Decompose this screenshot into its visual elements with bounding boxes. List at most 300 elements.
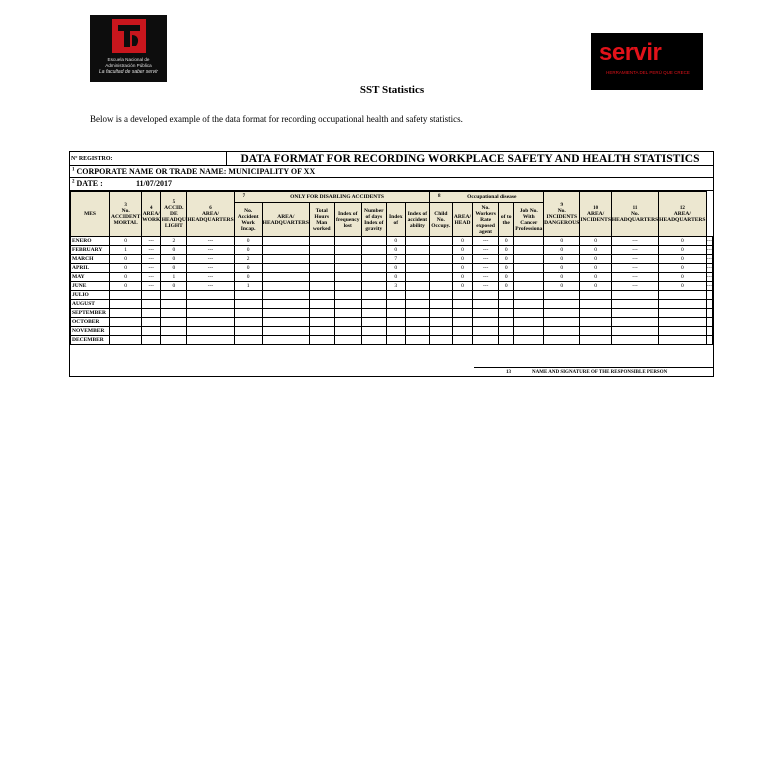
data-cell: ---	[706, 283, 712, 289]
data-cell	[429, 246, 452, 255]
data-cell: 0	[386, 264, 405, 273]
data-cell	[473, 318, 499, 327]
data-cell	[142, 327, 161, 336]
column-label: No. Accident Work Incap.	[237, 207, 259, 232]
data-cell: 0	[386, 246, 405, 255]
data-cell: ---	[473, 237, 499, 246]
data-cell	[187, 309, 234, 318]
column-number: 6	[209, 205, 212, 211]
data-cell: 2	[161, 237, 187, 246]
group-header-occupational	[429, 192, 543, 203]
data-cell	[611, 327, 658, 336]
data-cell	[161, 327, 187, 336]
servir-logo-brand: servir	[599, 39, 662, 66]
data-cell	[611, 336, 658, 345]
data-cell	[309, 309, 334, 318]
data-cell	[473, 291, 499, 300]
data-cell	[309, 327, 334, 336]
data-cell	[361, 246, 386, 255]
data-cell: 2	[234, 255, 262, 264]
data-cell	[334, 309, 361, 318]
data-cell	[334, 291, 361, 300]
month-cell: DECEMBER	[71, 336, 110, 345]
data-cell	[514, 273, 544, 282]
data-cell	[429, 255, 452, 264]
data-cell	[309, 264, 334, 273]
column-header	[142, 192, 161, 237]
data-cell	[498, 318, 513, 327]
table-row	[71, 255, 713, 264]
data-cell: 0	[110, 255, 142, 264]
data-cell	[473, 336, 499, 345]
data-cell: 0	[498, 264, 513, 273]
data-cell	[361, 300, 386, 309]
data-cell	[544, 327, 580, 336]
data-cell: ---	[611, 282, 658, 291]
data-cell	[361, 237, 386, 246]
enap-logo-line2: Administración Pública	[105, 63, 152, 68]
data-cell: 0	[659, 273, 706, 282]
subcolumn-header	[452, 203, 472, 237]
data-cell	[452, 318, 472, 327]
corporate-name-label: $^1$ CORPORATE NAME OR TRADE NAME: MUNICIPALITY OF XX	[72, 167, 316, 176]
data-cell	[498, 300, 513, 309]
data-cell: 0	[452, 273, 472, 282]
data-cell	[361, 273, 386, 282]
data-cell: 0	[498, 273, 513, 282]
month-cell: ENERO	[71, 237, 110, 246]
data-cell: ---	[142, 264, 161, 273]
enap-logo-tagline: La facultad de saber servir	[99, 69, 158, 75]
data-cell: 0	[110, 282, 142, 291]
column-label: No. Workers Rate exposed agent	[475, 204, 496, 235]
data-cell	[611, 291, 658, 300]
data-cell	[429, 309, 452, 318]
data-cell	[706, 327, 713, 336]
data-cell	[514, 264, 544, 273]
data-cell	[514, 300, 544, 309]
month-cell: FEBRUARY	[71, 246, 110, 255]
data-cell	[334, 336, 361, 345]
month-cell: AUGUST	[71, 300, 110, 309]
data-cell	[334, 255, 361, 264]
data-cell	[473, 309, 499, 318]
data-cell: 0	[452, 237, 472, 246]
column-label: AREA/ WORK	[142, 210, 161, 223]
data-cell	[161, 291, 187, 300]
column-label: of to the	[500, 213, 512, 226]
data-cell: 0	[161, 255, 187, 264]
column-header	[611, 192, 658, 237]
month-cell: APRIL	[71, 264, 110, 273]
data-cell	[262, 255, 309, 264]
data-cell: 0	[498, 282, 513, 291]
data-cell	[361, 336, 386, 345]
data-cell	[405, 264, 429, 273]
column-header	[161, 192, 187, 237]
data-cell	[386, 318, 405, 327]
data-cell	[514, 327, 544, 336]
column-number: 10	[593, 205, 599, 211]
data-cell: ---	[611, 273, 658, 282]
page-title: SST Statistics	[359, 84, 425, 96]
date-value: 11/07/2017	[136, 179, 173, 188]
data-cell	[429, 300, 452, 309]
data-cell: ---	[187, 264, 234, 273]
data-cell	[405, 327, 429, 336]
data-cell	[429, 237, 452, 246]
data-cell	[611, 318, 658, 327]
data-cell	[405, 255, 429, 264]
data-cell	[514, 336, 544, 345]
data-cell	[110, 336, 142, 345]
data-cell: ---	[142, 246, 161, 255]
table-row	[71, 282, 713, 291]
data-cell	[580, 309, 612, 318]
data-cell	[452, 327, 472, 336]
data-cell	[706, 291, 713, 300]
data-cell	[580, 336, 612, 345]
data-cell	[361, 291, 386, 300]
column-number: 3	[124, 202, 127, 208]
table-row	[71, 300, 713, 309]
subcolumn-header	[514, 203, 544, 237]
table-header-groups	[71, 192, 713, 203]
data-cell: ---	[473, 255, 499, 264]
data-cell	[473, 327, 499, 336]
data-cell	[262, 246, 309, 255]
data-cell: ---	[187, 273, 234, 282]
form-main-title: DATA FORMAT FOR RECORDING WORKPLACE SAFETY AND HEALTH STATISTICS	[240, 153, 700, 165]
data-cell: 0	[110, 237, 142, 246]
data-cell	[361, 282, 386, 291]
data-cell	[429, 336, 452, 345]
data-cell: 0	[580, 282, 612, 291]
column-number: 11	[632, 205, 638, 211]
data-cell: 0	[161, 246, 187, 255]
data-cell	[262, 327, 309, 336]
data-cell	[452, 336, 472, 345]
data-cell	[498, 309, 513, 318]
data-cell	[334, 273, 361, 282]
data-cell: 0	[659, 264, 706, 273]
data-cell	[452, 291, 472, 300]
column-label: AREA/ HEADQUARTERS	[659, 210, 706, 223]
subcolumn-header	[234, 203, 262, 237]
form-header-row	[70, 152, 713, 166]
data-cell	[405, 300, 429, 309]
column-number: 4	[150, 205, 153, 211]
date-label: $^2$ DATE :	[72, 179, 103, 188]
data-cell: 0	[498, 255, 513, 264]
column-label: Index of accident ability	[407, 210, 428, 229]
data-cell: ---	[142, 255, 161, 264]
data-cell: 0	[234, 264, 262, 273]
subcolumn-header	[309, 203, 334, 237]
month-cell: SEPTEMBER	[71, 309, 110, 318]
data-cell	[659, 300, 706, 309]
data-cell: ---	[142, 273, 161, 282]
data-cell: ---	[611, 255, 658, 264]
data-cell	[611, 300, 658, 309]
data-cell	[429, 264, 452, 273]
data-cell: 0	[110, 264, 142, 273]
data-cell	[452, 309, 472, 318]
data-cell	[405, 336, 429, 345]
table-row	[71, 327, 713, 336]
data-cell	[544, 300, 580, 309]
column-label: AREA/ HEADQUARTERS	[187, 210, 234, 223]
data-cell: ---	[611, 264, 658, 273]
data-cell	[514, 318, 544, 327]
data-cell: 0	[659, 237, 706, 246]
enap-logo-line1: Escuela Nacional de	[107, 57, 150, 62]
data-cell	[161, 309, 187, 318]
data-cell	[110, 291, 142, 300]
data-cell	[234, 327, 262, 336]
data-cell: 0	[580, 264, 612, 273]
data-cell	[234, 318, 262, 327]
data-cell: 0	[110, 273, 142, 282]
data-cell	[580, 327, 612, 336]
data-cell	[386, 309, 405, 318]
data-cell	[142, 318, 161, 327]
data-cell	[498, 336, 513, 345]
column-number: 5	[172, 199, 176, 205]
month-cell: MAY	[71, 273, 110, 282]
table-row	[71, 309, 713, 318]
data-cell: 1	[110, 246, 142, 255]
data-cell	[544, 309, 580, 318]
subcolumn-header	[386, 203, 405, 237]
column-header	[110, 192, 142, 237]
data-cell	[110, 318, 142, 327]
data-cell	[659, 291, 706, 300]
column-number: 12	[679, 205, 685, 211]
data-cell	[429, 318, 452, 327]
data-cell: 0	[544, 282, 580, 291]
column-label: Index of frequency lost	[336, 210, 360, 229]
data-cell	[659, 318, 706, 327]
data-cell: ---	[187, 282, 234, 291]
data-cell	[309, 318, 334, 327]
data-cell	[706, 309, 713, 318]
data-cell	[309, 282, 334, 291]
table-row	[71, 264, 713, 273]
data-cell	[405, 237, 429, 246]
data-cell	[234, 336, 262, 345]
data-cell	[187, 336, 234, 345]
data-cell: 0	[161, 282, 187, 291]
column-header	[580, 192, 612, 237]
data-cell: 0	[498, 237, 513, 246]
column-label: Child No. Occupy.	[431, 210, 451, 229]
column-label: ACCID. DE HEADQU LIGHT	[161, 204, 186, 229]
data-cell: 7	[386, 255, 405, 264]
data-cell	[611, 309, 658, 318]
data-cell: 0	[580, 255, 612, 264]
data-cell	[452, 300, 472, 309]
data-cell: 3	[386, 282, 405, 291]
data-cell	[544, 336, 580, 345]
column-label: Total Hours Man worked	[312, 207, 331, 232]
data-cell: 0	[544, 237, 580, 246]
data-cell: ---	[473, 264, 499, 273]
data-cell: 0	[544, 255, 580, 264]
data-cell	[309, 300, 334, 309]
subcolumn-header	[262, 203, 309, 237]
sst-data-form	[69, 151, 714, 377]
table-row	[71, 246, 713, 255]
data-cell	[234, 309, 262, 318]
data-cell	[142, 300, 161, 309]
data-cell	[386, 327, 405, 336]
subcolumn-header	[498, 203, 513, 237]
data-cell	[187, 300, 234, 309]
data-cell	[405, 318, 429, 327]
data-cell	[110, 309, 142, 318]
data-cell	[580, 318, 612, 327]
data-cell	[361, 264, 386, 273]
data-cell	[161, 300, 187, 309]
data-cell: ---	[473, 246, 499, 255]
group-number: 8	[437, 194, 441, 199]
data-cell	[361, 255, 386, 264]
column-header	[544, 192, 580, 237]
data-cell: 0	[544, 264, 580, 273]
column-label: No. INCIDENTS DANGEROUS	[544, 207, 580, 226]
group-label: Occupational disease	[467, 194, 517, 200]
data-cell	[142, 336, 161, 345]
data-cell: 0	[452, 282, 472, 291]
data-cell: ---	[706, 238, 712, 244]
data-cell	[514, 282, 544, 291]
data-cell	[429, 273, 452, 282]
column-header	[659, 192, 706, 237]
data-cell	[142, 309, 161, 318]
column-header	[187, 192, 234, 237]
data-cell: 1	[161, 273, 187, 282]
data-cell	[262, 264, 309, 273]
data-cell: ---	[611, 237, 658, 246]
data-cell	[187, 327, 234, 336]
data-cell	[334, 300, 361, 309]
data-cell	[580, 291, 612, 300]
data-cell	[262, 282, 309, 291]
month-cell: JUNE	[71, 282, 110, 291]
data-cell	[334, 246, 361, 255]
registro-label: Nº REGISTRO:	[70, 152, 227, 166]
month-cell: MARCH	[71, 255, 110, 264]
data-cell	[110, 327, 142, 336]
signature-number: 13	[506, 370, 511, 375]
corporate-name-row	[70, 166, 713, 178]
subcolumn-header	[429, 203, 452, 237]
servir-logo-tagline: HERRAMIENTA DEL PERÚ QUE CRECE	[606, 70, 690, 75]
data-cell: ---	[706, 256, 712, 262]
column-label: AREA/ HEAD	[453, 213, 472, 226]
data-cell	[514, 237, 544, 246]
data-cell	[544, 318, 580, 327]
month-cell: OCTOBER	[71, 318, 110, 327]
data-cell	[309, 336, 334, 345]
table-row	[71, 318, 713, 327]
data-cell	[514, 309, 544, 318]
data-cell	[161, 318, 187, 327]
date-row	[70, 178, 713, 191]
data-cell: 0	[234, 273, 262, 282]
data-cell	[309, 291, 334, 300]
data-cell: 0	[544, 246, 580, 255]
data-cell: 0	[452, 255, 472, 264]
column-label: AREA/ INCIDENTS	[580, 210, 611, 223]
data-cell	[309, 237, 334, 246]
data-cell	[386, 336, 405, 345]
data-cell: ---	[473, 282, 499, 291]
data-cell	[386, 300, 405, 309]
data-cell	[429, 291, 452, 300]
data-cell	[262, 237, 309, 246]
data-cell	[334, 318, 361, 327]
signature-label: NAME AND SIGNATURE OF THE RESPONSIBLE PERSON	[532, 370, 668, 375]
data-cell	[405, 246, 429, 255]
signature-line	[474, 367, 714, 375]
table-row	[71, 336, 713, 345]
group-header-disabling	[234, 192, 429, 203]
data-cell	[544, 291, 580, 300]
month-cell: JULIO	[71, 291, 110, 300]
data-cell: 0	[386, 237, 405, 246]
data-cell: ---	[473, 273, 499, 282]
data-cell	[580, 300, 612, 309]
column-label: AREA/ HEADQUARTERS	[262, 213, 309, 226]
data-cell	[361, 309, 386, 318]
data-cell: ---	[706, 247, 712, 253]
servir-logo	[591, 33, 703, 90]
data-cell	[161, 336, 187, 345]
data-cell: ---	[706, 265, 712, 271]
data-cell: ---	[142, 282, 161, 291]
data-cell: 0	[659, 282, 706, 291]
data-cell	[110, 300, 142, 309]
data-cell	[309, 255, 334, 264]
data-cell	[514, 246, 544, 255]
table-row	[71, 291, 713, 300]
data-cell	[659, 327, 706, 336]
data-cell	[262, 300, 309, 309]
data-cell	[309, 246, 334, 255]
group-label: ONLY FOR DISABLING ACCIDENTS	[290, 194, 384, 200]
subcolumn-header	[473, 203, 499, 237]
data-cell: 0	[452, 246, 472, 255]
data-cell	[473, 300, 499, 309]
data-cell	[262, 318, 309, 327]
data-cell: ---	[611, 246, 658, 255]
data-cell	[498, 291, 513, 300]
data-cell	[262, 291, 309, 300]
data-cell	[334, 327, 361, 336]
column-number: 9	[560, 202, 563, 208]
data-cell	[262, 309, 309, 318]
data-cell	[659, 336, 706, 345]
data-cell	[429, 282, 452, 291]
data-cell	[405, 291, 429, 300]
data-cell	[234, 291, 262, 300]
column-label: Number of days Index of gravity	[364, 207, 384, 232]
data-cell: 0	[659, 255, 706, 264]
column-label: No. ACCIDENT MORTAL	[110, 207, 141, 226]
group-number: 7	[242, 194, 246, 199]
